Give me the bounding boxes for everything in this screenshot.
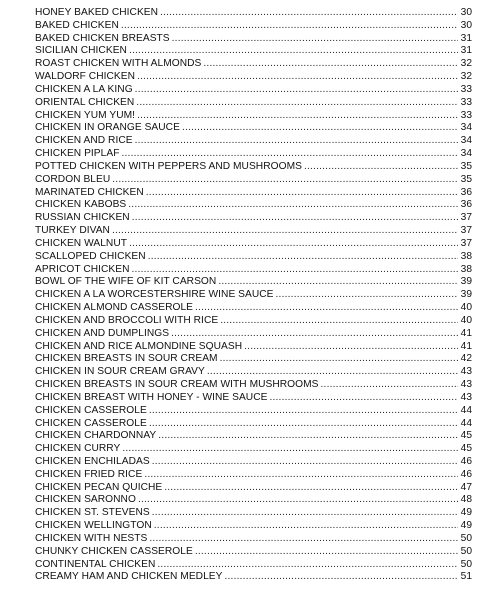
recipe-title: SCALLOPED CHICKEN xyxy=(35,250,146,262)
toc-entry[interactable] xyxy=(35,58,472,71)
toc-entry[interactable] xyxy=(35,7,472,20)
recipe-title: CHICKEN YUM YUM! xyxy=(35,109,136,121)
dot-leader xyxy=(220,315,458,328)
recipe-title: POTTED CHICKEN WITH PEPPERS AND MUSHROOMS xyxy=(35,160,302,172)
recipe-title: CONTINENTAL CHICKEN xyxy=(35,558,156,570)
recipe-title: CHICKEN ENCHILADAS xyxy=(35,455,150,467)
page-number: 30 xyxy=(460,19,472,31)
dot-leader xyxy=(138,494,458,507)
recipe-title: CHICKEN WITH NESTS xyxy=(35,532,148,544)
dot-leader xyxy=(121,148,458,161)
dot-leader xyxy=(152,456,458,469)
recipe-title: CHICKEN AND BROCCOLI WITH RICE xyxy=(35,314,219,326)
toc-entry[interactable] xyxy=(35,379,472,392)
dot-leader xyxy=(182,122,458,135)
recipe-title: CHICKEN WELLINGTON xyxy=(35,520,152,532)
page-number: 50 xyxy=(460,532,472,544)
recipe-title: CHICKEN BREAST WITH HONEY - WINE SAUCE xyxy=(35,391,268,403)
page-number: 46 xyxy=(460,455,472,467)
page-number: 37 xyxy=(460,212,472,224)
page-number: 48 xyxy=(460,494,472,506)
dot-leader xyxy=(164,482,458,495)
page-number: 38 xyxy=(460,263,472,275)
recipe-title: SICILIAN CHICKEN xyxy=(35,45,127,57)
recipe-title: CHUNKY CHICKEN CASSEROLE xyxy=(35,545,193,557)
recipe-title: CHICKEN CASSEROLE xyxy=(35,404,147,416)
recipe-title: MARINATED CHICKEN xyxy=(35,186,144,198)
dot-leader xyxy=(135,135,458,148)
toc-entry[interactable] xyxy=(35,353,472,366)
toc-entry[interactable] xyxy=(35,328,472,341)
page-number: 50 xyxy=(460,558,472,570)
page-number: 33 xyxy=(460,109,472,121)
page-number: 42 xyxy=(460,353,472,365)
dot-leader xyxy=(129,238,458,251)
page-number: 35 xyxy=(460,160,472,172)
recipe-title: CHICKEN CHARDONNAY xyxy=(35,430,157,442)
recipe-title: CHICKEN ALMOND CASSEROLE xyxy=(35,302,194,314)
toc-entry[interactable] xyxy=(35,174,472,187)
dot-leader xyxy=(135,84,458,97)
dot-leader xyxy=(172,33,458,46)
dot-leader xyxy=(321,379,458,392)
toc-entry[interactable] xyxy=(35,302,472,315)
dot-leader xyxy=(195,546,458,559)
dot-leader xyxy=(225,571,459,584)
toc-entry[interactable] xyxy=(35,187,472,200)
toc-entry[interactable] xyxy=(35,366,472,379)
recipe-title: APRICOT CHICKEN xyxy=(35,263,130,275)
recipe-title: BOWL OF THE WIFE OF KIT CARSON xyxy=(35,276,217,288)
toc-entry[interactable] xyxy=(35,559,472,572)
toc-entry[interactable] xyxy=(35,289,472,302)
toc-entry[interactable] xyxy=(35,110,472,123)
page-number: 49 xyxy=(460,520,472,532)
recipe-title: CHICKEN IN ORANGE SAUCE xyxy=(35,122,180,134)
toc-entry[interactable] xyxy=(35,533,472,546)
dot-leader xyxy=(137,110,458,123)
page-number: 45 xyxy=(460,430,472,442)
toc-entry[interactable] xyxy=(35,71,472,84)
page-number: 30 xyxy=(460,7,472,18)
page-number: 50 xyxy=(460,545,472,557)
toc-entry[interactable] xyxy=(35,443,472,456)
dot-leader xyxy=(128,199,458,212)
dot-leader xyxy=(158,430,458,443)
recipe-title: CHICKEN BREASTS IN SOUR CREAM WITH MUSHROOMS xyxy=(35,379,319,391)
page-number: 31 xyxy=(460,32,472,44)
dot-leader xyxy=(203,58,458,71)
dot-leader xyxy=(269,392,458,405)
toc-entry[interactable] xyxy=(35,405,472,418)
toc-entry[interactable] xyxy=(35,276,472,289)
toc-entry[interactable] xyxy=(35,392,472,405)
page-number: 34 xyxy=(460,122,472,134)
toc-entry[interactable] xyxy=(35,315,472,328)
dot-leader xyxy=(149,418,458,431)
toc-entry[interactable] xyxy=(35,161,472,174)
page-number: 49 xyxy=(460,507,472,519)
dot-leader xyxy=(132,212,458,225)
toc-entry[interactable] xyxy=(35,45,472,58)
toc-entry[interactable] xyxy=(35,148,472,161)
toc-entry[interactable] xyxy=(35,212,472,225)
recipe-title: BAKED CHICKEN BREASTS xyxy=(35,32,170,44)
dot-leader xyxy=(276,289,458,302)
toc-entry[interactable] xyxy=(35,238,472,251)
page-number: 40 xyxy=(460,314,472,326)
page-number: 43 xyxy=(460,391,472,403)
recipe-title: CHICKEN BREASTS IN SOUR CREAM xyxy=(35,353,218,365)
dot-leader xyxy=(207,366,458,379)
recipe-title: CHICKEN A LA WORCESTERSHIRE WINE SAUCE xyxy=(35,289,274,301)
dot-leader xyxy=(132,264,458,277)
page-number: 33 xyxy=(460,83,472,95)
dot-leader xyxy=(122,443,458,456)
toc-entry[interactable] xyxy=(35,456,472,469)
recipe-title: HONEY BAKED CHICKEN xyxy=(35,7,159,18)
recipe-title: CHICKEN AND DUMPLINGS xyxy=(35,327,170,339)
recipe-title: CHICKEN A LA KING xyxy=(35,83,133,95)
page-number: 39 xyxy=(460,276,472,288)
recipe-title: CHICKEN SARONNO xyxy=(35,494,136,506)
toc-entry[interactable] xyxy=(35,430,472,443)
toc-entry[interactable] xyxy=(35,264,472,277)
dot-leader xyxy=(154,520,458,533)
dot-leader xyxy=(121,20,458,33)
toc-entry[interactable] xyxy=(35,571,472,584)
page-number: 39 xyxy=(460,289,472,301)
toc-entry[interactable] xyxy=(35,122,472,135)
recipe-title: CORDON BLEU xyxy=(35,173,111,185)
toc-entry[interactable] xyxy=(35,494,472,507)
page-number: 40 xyxy=(460,302,472,314)
dot-leader xyxy=(244,341,458,354)
toc-entry[interactable] xyxy=(35,33,472,46)
dot-leader xyxy=(112,225,458,238)
page-number: 51 xyxy=(460,571,472,583)
toc-entry[interactable] xyxy=(35,546,472,559)
page-number: 45 xyxy=(460,443,472,455)
dot-leader xyxy=(171,328,458,341)
dot-leader xyxy=(136,97,458,110)
recipe-title: TURKEY DIVAN xyxy=(35,225,110,237)
toc-entry[interactable] xyxy=(35,97,472,110)
table-of-contents xyxy=(35,7,472,584)
recipe-title: CHICKEN FRIED RICE xyxy=(35,468,143,480)
dot-leader xyxy=(157,559,458,572)
toc-entry[interactable] xyxy=(35,418,472,431)
recipe-title: RUSSIAN CHICKEN xyxy=(35,212,130,224)
dot-leader xyxy=(137,71,458,84)
dot-leader xyxy=(304,161,458,174)
page-number: 31 xyxy=(460,45,472,57)
dot-leader xyxy=(218,276,458,289)
toc-entry[interactable] xyxy=(35,84,472,97)
page-number: 35 xyxy=(460,173,472,185)
page-number: 47 xyxy=(460,481,472,493)
recipe-title: CHICKEN KABOBS xyxy=(35,199,127,211)
recipe-title: ROAST CHICKEN WITH ALMONDS xyxy=(35,58,202,70)
dot-leader xyxy=(195,302,458,315)
page-number: 46 xyxy=(460,468,472,480)
page-number: 38 xyxy=(460,250,472,262)
page-number: 34 xyxy=(460,148,472,160)
page-number: 37 xyxy=(460,237,472,249)
toc-entry[interactable] xyxy=(35,135,472,148)
recipe-title: CHICKEN PECAN QUICHE xyxy=(35,481,163,493)
recipe-title: CHICKEN AND RICE ALMONDINE SQUASH xyxy=(35,340,243,352)
recipe-title: CHICKEN IN SOUR CREAM GRAVY xyxy=(35,366,205,378)
dot-leader xyxy=(146,187,458,200)
page-number: 41 xyxy=(460,340,472,352)
toc-entry[interactable] xyxy=(35,251,472,264)
page-number: 34 xyxy=(460,135,472,147)
toc-entry[interactable] xyxy=(35,199,472,212)
page-number: 36 xyxy=(460,186,472,198)
page-number: 44 xyxy=(460,404,472,416)
page-number: 41 xyxy=(460,327,472,339)
toc-entry[interactable] xyxy=(35,482,472,495)
page-number: 36 xyxy=(460,199,472,211)
toc-entry[interactable] xyxy=(35,341,472,354)
page-number: 37 xyxy=(460,225,472,237)
dot-leader xyxy=(144,469,458,482)
page-number: 32 xyxy=(460,58,472,70)
recipe-title: CHICKEN ST. STEVENS xyxy=(35,507,150,519)
page-number: 43 xyxy=(460,366,472,378)
recipe-title: WALDORF CHICKEN xyxy=(35,71,135,83)
page-number: 44 xyxy=(460,417,472,429)
dot-leader xyxy=(129,45,458,58)
dot-leader xyxy=(149,405,458,418)
dot-leader xyxy=(112,174,458,187)
toc-entry[interactable] xyxy=(35,520,472,533)
toc-entry[interactable] xyxy=(35,225,472,238)
recipe-title: CHICKEN CURRY xyxy=(35,443,121,455)
page-number: 43 xyxy=(460,379,472,391)
recipe-title: CREAMY HAM AND CHICKEN MEDLEY xyxy=(35,571,223,583)
dot-leader xyxy=(220,353,458,366)
toc-entry[interactable] xyxy=(35,20,472,33)
recipe-title: CHICKEN WALNUT xyxy=(35,237,128,249)
dot-leader xyxy=(160,7,458,20)
recipe-title: CHICKEN AND RICE xyxy=(35,135,133,147)
recipe-title: BAKED CHICKEN xyxy=(35,19,119,31)
dot-leader xyxy=(149,533,458,546)
dot-leader xyxy=(152,507,458,520)
recipe-title: CHICKEN CASSEROLE xyxy=(35,417,147,429)
toc-entry[interactable] xyxy=(35,469,472,482)
recipe-title: CHICKEN PIPLAF xyxy=(35,148,120,160)
recipe-title: ORIENTAL CHICKEN xyxy=(35,96,135,108)
page-number: 32 xyxy=(460,71,472,83)
toc-entry[interactable] xyxy=(35,507,472,520)
page-number: 33 xyxy=(460,96,472,108)
dot-leader xyxy=(148,251,458,264)
